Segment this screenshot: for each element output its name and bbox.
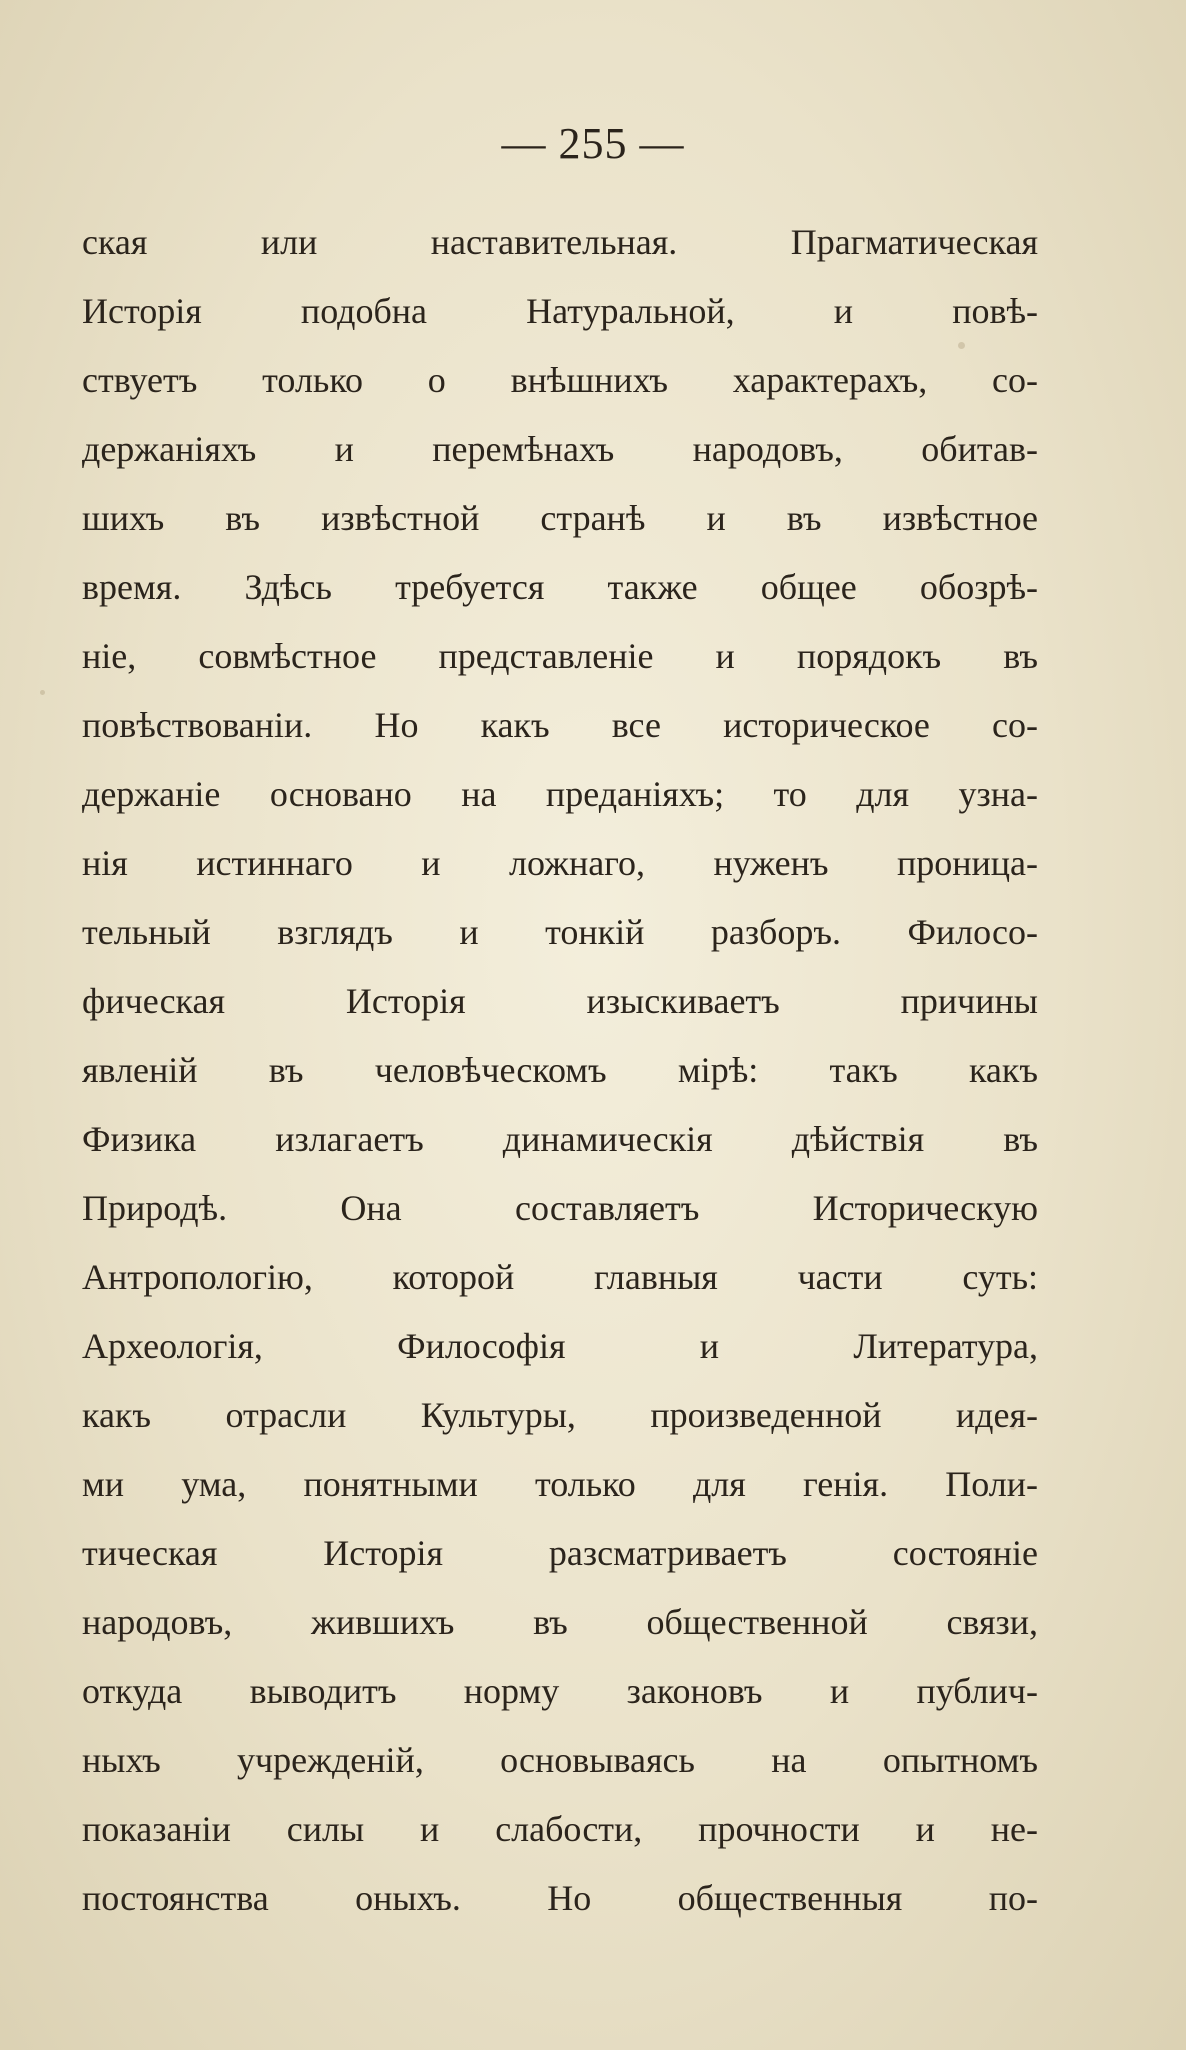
text-line: держаніяхъ и перемѣнахъ народовъ, обитав- bbox=[82, 429, 1038, 469]
text-line: фическая Исторія изыскиваетъ причины bbox=[82, 981, 1038, 1021]
text-line: тическая Исторія разсматриваетъ состояніе bbox=[82, 1533, 1038, 1573]
text-line: ніе, совмѣстное представленіе и порядокъ въ bbox=[82, 636, 1038, 676]
text-line: показаніи силы и слабости, прочности и не- bbox=[82, 1809, 1038, 1849]
text-line: откуда выводитъ норму законовъ и публич- bbox=[82, 1671, 1038, 1711]
text-line: ствуетъ только о внѣшнихъ характерахъ, со- bbox=[82, 360, 1038, 400]
text-line: повѣствованіи. Но какъ все историческое со- bbox=[82, 705, 1038, 745]
text-line: какъ отрасли Культуры, произведенной идея- bbox=[82, 1395, 1038, 1435]
text-line: Физика излагаетъ динамическія дѣйствія въ bbox=[82, 1119, 1038, 1159]
text-line: держаніе основано на преданіяхъ; то для узна- bbox=[82, 774, 1038, 814]
text-line: народовъ, жившихъ въ общественной связи, bbox=[82, 1602, 1038, 1642]
text-line: Археологія, Философія и Литература, bbox=[82, 1326, 1038, 1366]
text-line: ныхъ учрежденій, основываясь на опытномъ bbox=[82, 1740, 1038, 1780]
text-line: Исторія подобна Натуральной, и повѣ- bbox=[82, 291, 1038, 331]
paper-speck bbox=[40, 690, 45, 695]
text-line: ская или наставительная. Прагматическая bbox=[82, 222, 1038, 262]
text-line: Природѣ. Она составляетъ Историческую bbox=[82, 1188, 1038, 1228]
body-text bbox=[82, 208, 1038, 1933]
text-line: Антропологію, которой главныя части суть: bbox=[82, 1257, 1038, 1297]
text-line: тельный взглядъ и тонкій разборъ. Филосо- bbox=[82, 912, 1038, 952]
text-line: постоянства оныхъ. Но общественныя по- bbox=[82, 1878, 1038, 1918]
text-line: явленій въ человѣческомъ мірѣ: такъ какъ bbox=[82, 1050, 1038, 1090]
text-line: ми ума, понятными только для генія. Поли- bbox=[82, 1464, 1038, 1504]
text-line: время. Здѣсь требуется также общее обозрѣ- bbox=[82, 567, 1038, 607]
page-number: — 255 — bbox=[501, 119, 685, 168]
text-line: нія истиннаго и ложнаго, нуженъ проница- bbox=[82, 843, 1038, 883]
text-line: шихъ въ извѣстной странѣ и въ извѣстное bbox=[82, 498, 1038, 538]
